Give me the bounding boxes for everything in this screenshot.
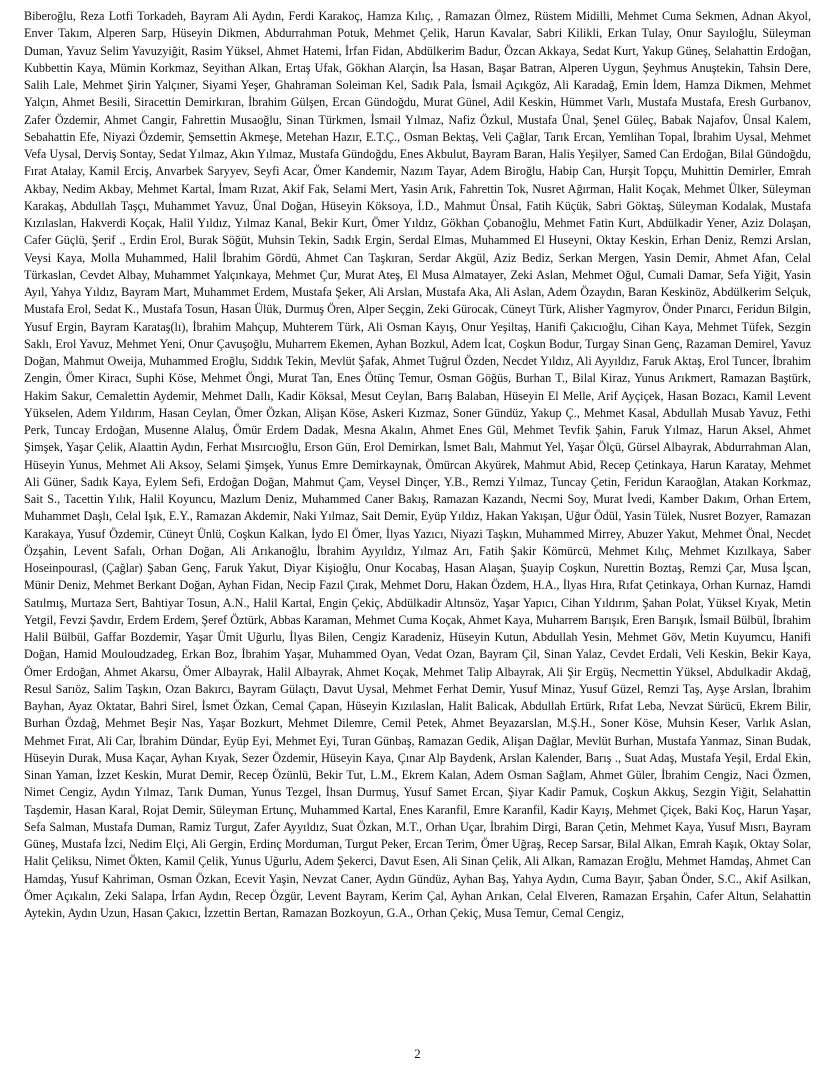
page-number: 2 (414, 1046, 421, 1061)
document-page (24, 8, 811, 1068)
names-paragraph: Biberoğlu, Reza Lotfi Torkadeh, Bayram Ali Aydın, Ferdi Karakoç, Hamza Kılıç, , Ramazan Ölmez, Rüstem Midilli, Mehmet Cuma Sekmen, Adnan Akyol, Enver Takım, Alperen Sarp, Hüseyin Dikmen, Abdurrahman Potuk, Mehmet Çelik, Harun Kavalar, Sabri Kilikli, Erkan Tulay, Onur Sayıloğlu, Süleyman Duman, Yavuz Selim Yavuzyiğit, Rasim Yüksel, Ahmet Hatemi, İrfan Fidan, Abdülkerim Badur, Özcan Akkaya, Sedat Kurt, Yakup Güneş, Selahattin Erdoğan, Kubbettin Kaya, Mümin Korkmaz, Seyithan Alkan, Ertaş Ufak, Gökhan Alarçin, İsa Hasan, Başar Batran, Alperen Uygun, Şeyhmus Anuştekin, Tahsin Dere, Salih Lale, Mehmet Şirin Yalçıner, Siyami Yeşer, Ghahraman Soleiman Kel, Sadık Pala, İsmail Açıkgöz, Ali Karadağ, Emin İdem, Hamza Dikmen, Mehmet Yalçın, Ahmet Besili, Siracettin Demirkıran, İbrahim Gülşen, Ercan Gündoğdu, Murat Günel, Adil Keskin, Hümmet Varlı, Mustafa Mustafa, Eresh Gurbanov, Zafer Özdemir, Ahmet Cangir, Fahrettin Musaoğlu, Sinan Türkmen, İsmail Yılmaz, Nafiz Özkul, Mustafa Ünal, Şenel Güleç, Babak Najafov, Ünsal Kalem, Sebahattin Efe, Niyazi Özdemir, Şemsettin Akmeşe, Metehan Hazır, E.T.Ç., Osman Bektaş, Veli Çağlar, Tarık Ercan, Yemlihan Topal, İbrahim Uysal, Mehmet Vefa Uysal, Derviş Sontay, Sedat Yılmaz, Akın Yılmaz, Mustafa Gündoğdu, Enes Akbulut, Bayram Baran, Halis Yeşilyer, Samed Can Erdoğan, Bilal Gündoğdu, Fırat Atalay, Kamil Erciş, Anvarbek Saryyev, Seyfi Acar, Ömer Kandemir, Nazım Tayar, Adem Biroğlu, Habip Can, Hurşit Topçu, Muhittin Demirler, Emrah Akbay, Nedim Akbay, Mehmet Kartal, İmam Rızat, Akif Fak, Selami Mert, Yasin Arık, Fahrettin Tok, Nusret Ağırman, Halit Koçak, Mehmet Ülker, Süleyman Karakaş, Abdullah Taşçı, Muhammet Yavuz, Ünal Doğan, Hüseyin Köksoya, İ.D., Mahmut Ünsal, Fatih Küçük, Sabri Göktaş, Süleyman Kodalak, Mustafa Kızılaslan, Hakverdi Koçak, Halil Yıldız, Yılmaz Kanal, Bekir Kurt, Ömer Yıldız, Gökhan Çobanoğlu, Mehmet Fatin Kurt, Abdülkadir Yener, Aziz Dolaşan, Cafer Güçlü, Şerif ., Erdin Erol, Burak Söğüt, Muhsin Tekin, Sadık Ergin, Serdal Elmas, Muhammed El Huseyni, Oktay Keskin, Erhan Deniz, Remzi Arslan, Veysi Kaya, Molla Muhammed, Halil İbrahim Gördü, Ahmet Can Taşkıran, Serdar Akgül, Aziz Bediz, Serkan Mergen, Yasin Demir, Ahmet Afan, Celal Türkaslan, Cevdet Albay, Muhammet Yalçınkaya, Mehmet Çur, Murat Ateş, El Musa Almatayer, Zeki Aslan, Mehmet Oğul, Cumali Damar, Sefa Yiğit, Yasin Ayıl, Yahya Yıldız, Bayram Mart, Muhammet Erdem, Mustafa Şeker, Ali Arslan, Mustafa Aka, Ali Aslan, Adem Özaydın, Baran Keskinöz, Abdülkerim Selçuk, Mustafa Erol, Sedat K., Mustafa Tosun, Hasan Ülük, Durmuş Ören, Alper Seçgin, Zeki Gürocak, Cüneyt Türk, Alisher Yagmyrov, Önder Pınarcı, Feridun Bilgin, Yusuf Ergin, Bayram Karataş(lı), İbrahim Mahçup, Muhterem Türk, Ali Osman Kayış, Onur Yeşiltaş, Hanifi Çakıcıoğlu, Cihan Kaya, Mehmet Tüfek, Sezgin Saklı, Erol Yavuz, Mehmet Yeni, Onur Çavuşoğlu, Muharrem Ekemen, Ayhan Bozkul, Adem İcat, Coşkun Bodur, Turgay Sinan Genç, Razaman Demirel, Yavuz Doğan, Mahmut Oweija, Muhammed Eroğlu, Sıddık Tekin, Mevlüt Şafak, Ahmet Tuğrul Özden, Necdet Yıldız, Ali Ayyıldız, Faruk Aktaş, Erol Tuncer, İbrahim Zengin, Ömer Kiracı, Suphi Köse, Mehmet Öngi, Murat Tan, Enes Ötünç Temur, Osman Göğüs, Burhan T., Bilal Kiraz, Yunus Arıkmert, Ramazan Baştürk, Hakim Sakur, Cemalettin Aydemir, Mehmet Dallı, Kadir Köksal, Mesut Ceylan, Barış Balaban, Hüseyin El Melle, Arif Ayçiçek, Hasan Bozacı, Kamil Levent Yükselen, Adem Yıldırım, Hasan Ceylan, Ömer Özkan, Alişan Köse, Askeri Kızmaz, Soner Gündüz, Yakup Ç., Mehmet Kasal, Abdullah Musab Yavuz, Fethi Perk, Tuncay Erdoğan, Musenne Alaluş, Ömür Erdem Dadak, Mesna Akalın, Ahmet Enes Gül, Mehmet Tevfik Şahin, Faruk Yılmaz, Harun Aksel, Ahmet Şimşek, Yaşar Çelik, Alaattin Aydın, Ferhat Mısırcıoğlu, Erson Gün, Erol Demirkan, İsmet Balı, Mahmut Yel, Yaşar Ölçü, Gürsel Albayrak, Abdurrahman Alan, Hüseyin Yunus, Mehmet Ali Aksoy, Selami Şimşek, Yunus Emre Demirkaynak, Ömürcan Akyürek, Mahmut Abid, Recep Çetinkaya, Harun Karatay, Mehmet Ali Güner, Sadık Kaya, Eylem Sefi, Erdoğan Doğan, Mahmut Çam, Veysel Dinçer, Y.B., Remzi Yılmaz, Tuncay Çetin, Feridun Karaoğlan, Atakan Korkmaz, Sait S., Tacettin Yılık, Halil Koyuncu, Mazlum Deniz, Muhammed Caner Bakış, Ramazan Kazandı, Necmi Soy, Murat İvedi, Kamber Dakım, Orhan Ertem, Muhammet Daşlı, Celal Işık, E.Y., Ramazan Akdemir, Naki Yılmaz, Sait Demir, Eyüp Yıldız, Hakan Yakışan, Uğur Ödül, Yasin Tülek, Nusret Bozyer, Ramazan Karakaya, Yusuf Özdemir, Cüneyt Ünlü, Coşkun Kalkan, İydo El Ömer, İlyas Yazıcı, Niyazi Taşkın, Muhammed Mirrey, Abuzer Yakut, Mehmet Önal, Necdet Özşahin, Levent Safalı, Orhan Doğan, Ali Arıkanoğlu, İbrahim Ayyıldız, Yılmaz Arı, Fatih Şakir Kömürcü, Mehmet Kılıç, Mehmet Kızılkaya, Saber Hoseinpourasl, (Çağlar) Şaban Genç, Faruk Yakut, Diyar Kişioğlu, Onur Kocabaş, Hasan Alaşan, Şuayip Coşkun, Nurettin Boztaş, Remzi Çar, Musa İşcan, Münir Deniz, Mehmet Berkant Doğan, Ayhan Fidan, Necip Fazıl Çırak, Mehmet Doru, Hakan Özdem, H.A., İlyas Hıra, Rıfat Çetinkaya, Orhan Kurnaz, Hamdi Satılmış, Murtaza Sert, Bahtiyar Tosun, A.N., Halil Kartal, Engin Çekiç, Abdülkadir Altınsöz, Yaşar Yapıcı, Cihan Yıldırım, Şahan Polat, Yüksel Kıyak, Metin Yetgil, Fevzi Şavdır, Erdem Erdem, Şeref Öztürk, Abbas Karaman, Mehmet Cuma Koçak, Ahmet Kaya, Muharrem Barışık, Eren Barışık, İsmail Bülbül, İbrahim Halil Bülbül, Gaffar Bozdemir, Yaşar Ümit Uğurlu, İlyas Bilen, Cengiz Karadeniz, Hüseyin Kutun, Abdullah Yesin, Mehmet Göv, Metin Kuyumcu, Hanifi Doğan, Hamid Mouloudzadeg, Erkan Boz, İbrahim Yaşar, Muhammed Oyan, Vedat Ozan, Bayram Çil, Sinan Yalaz, Cevdet Erdali, Veli Keskin, Bekir Kaya, Ömer Erdoğan, Ahmet Akarsu, Ömer Albayrak, Halil Albayrak, Ahmet Koçak, Mehmet Talip Albayrak, Ali Şir Ergüş, Necmettin Yüksel, Abdulkadir Akdağ, Resul Sarıöz, Salim Taşkın, Ozan Bakırcı, Bayram Gülaçtı, Davut Uysal, Mehmet Ferhat Demir, Yusuf Minaz, Yusuf Güzel, Remzi Taş, Ayşe Arslan, İbrahim Bayhan, Ayaz Oktatar, Bahri Sirel, İsmet Özkan, Cemal Çapan, Hüseyin Kızılaslan, Halit Balicak, Abdullah Ertürk, Rıfat Leba, Nevzat Sürücü, Ekrem Bilir, Burhan Özdağ, Mehmet Beşir Nas, Yaşar Bozkurt, Mehmet Dilemre, Cemil Petek, Ahmet Beyazarslan, M.Ş.H., Soner Köse, Muhsin Keser, Varlık Aslan, Mehmet Fırat, Ali Car, İbrahim Dündar, Eyüp Eyi, Mehmet Eyi, Turan Günbaş, Ramazan Gedik, Alişan Dağlar, Mevlüt Burhan, Mustafa Yanmaz, Sinan Budak, Hüseyin Durak, Musa Kaçar, Ayhan Kıyak, Sezer Özdemir, Hüseyin Kaya, Çınar Alp Baydenk, Arslan Kalender, Barış ., Suat Adaş, Mustafa Yeşil, Erdal Ekin, Sinan Yaman, İzzet Keskin, Murat Demir, Recep Özünlü, Bekir Tut, L.M., Ekrem Kalan, Adem Osman Sağlam, Ahmet Güler, İbrahim Cengiz, Naci Özmen, Nimet Cengiz, Aydın Yılmaz, Tarık Duman, Yunus Tezgel, İhsan Durmuş, Yusuf Samet Ercan, Şiyar Kadir Pamuk, Coşkun Akkuş, Sezgin Yiğit, Selahattin Taşdemir, Hasan Karal, Rojat Demir, Süleyman Ertunç, Muhammed Kartal, Enes Karanfil, Emre Karanfil, Kadir Kayış, Mehmet Çiçek, Baki Koç, Harun Yaşar, Sefa Salman, Mustafa Duman, Ramiz Turgut, Zafer Ayyıldız, Suat Özkan, M.T., Orhan Uçar, İbrahim Dirgi, Baran Çetin, Mehmet Kaya, Yusuf Mısrı, Bayram Güneş, Mustafa İzci, Nedim Elçi, Ali Gergin, Erdinç Morduman, Turgut Peker, Ercan Terim, Ömer Uğraş, Recep Sarsar, Bilal Alkan, Emrah Kaşık, Oktay Solar, Halit Çeliksu, Nimet Ökten, Kamil Çelik, Yunus Uğurlu, Adem Şekerci, Davut Esen, Ali Sinan Çelik, Ali Alkan, Ramazan Eroğlu, Mehmet Hamdaş, Ahmet Can Hamdaş, Yusuf Kahriman, Osman Özkan, Ecevit Yaşin, Nevzat Caner, Aydın Gündüz, Ayhan Baş, Yahya Aydın, Cuma Bayır, Şaban Önder, S.C., Akif Asilkan, Ömer Açıkalın, Zeki Salapa, İrfan Aydın, Recep Özgür, Levent Bayram, Kerim Çal, Ayhan Arıkan, Celal Elveren, Ramazan Erşahin, Cafer Altun, Selahattin Aytekin, Aydın Uzun, Hasan Çakıcı, İzzettin Bertan, Ramazan Bozkoyun, G.A., Orhan Çekiç, Musa Temur, Cemal Cengiz, (24, 9, 811, 920)
